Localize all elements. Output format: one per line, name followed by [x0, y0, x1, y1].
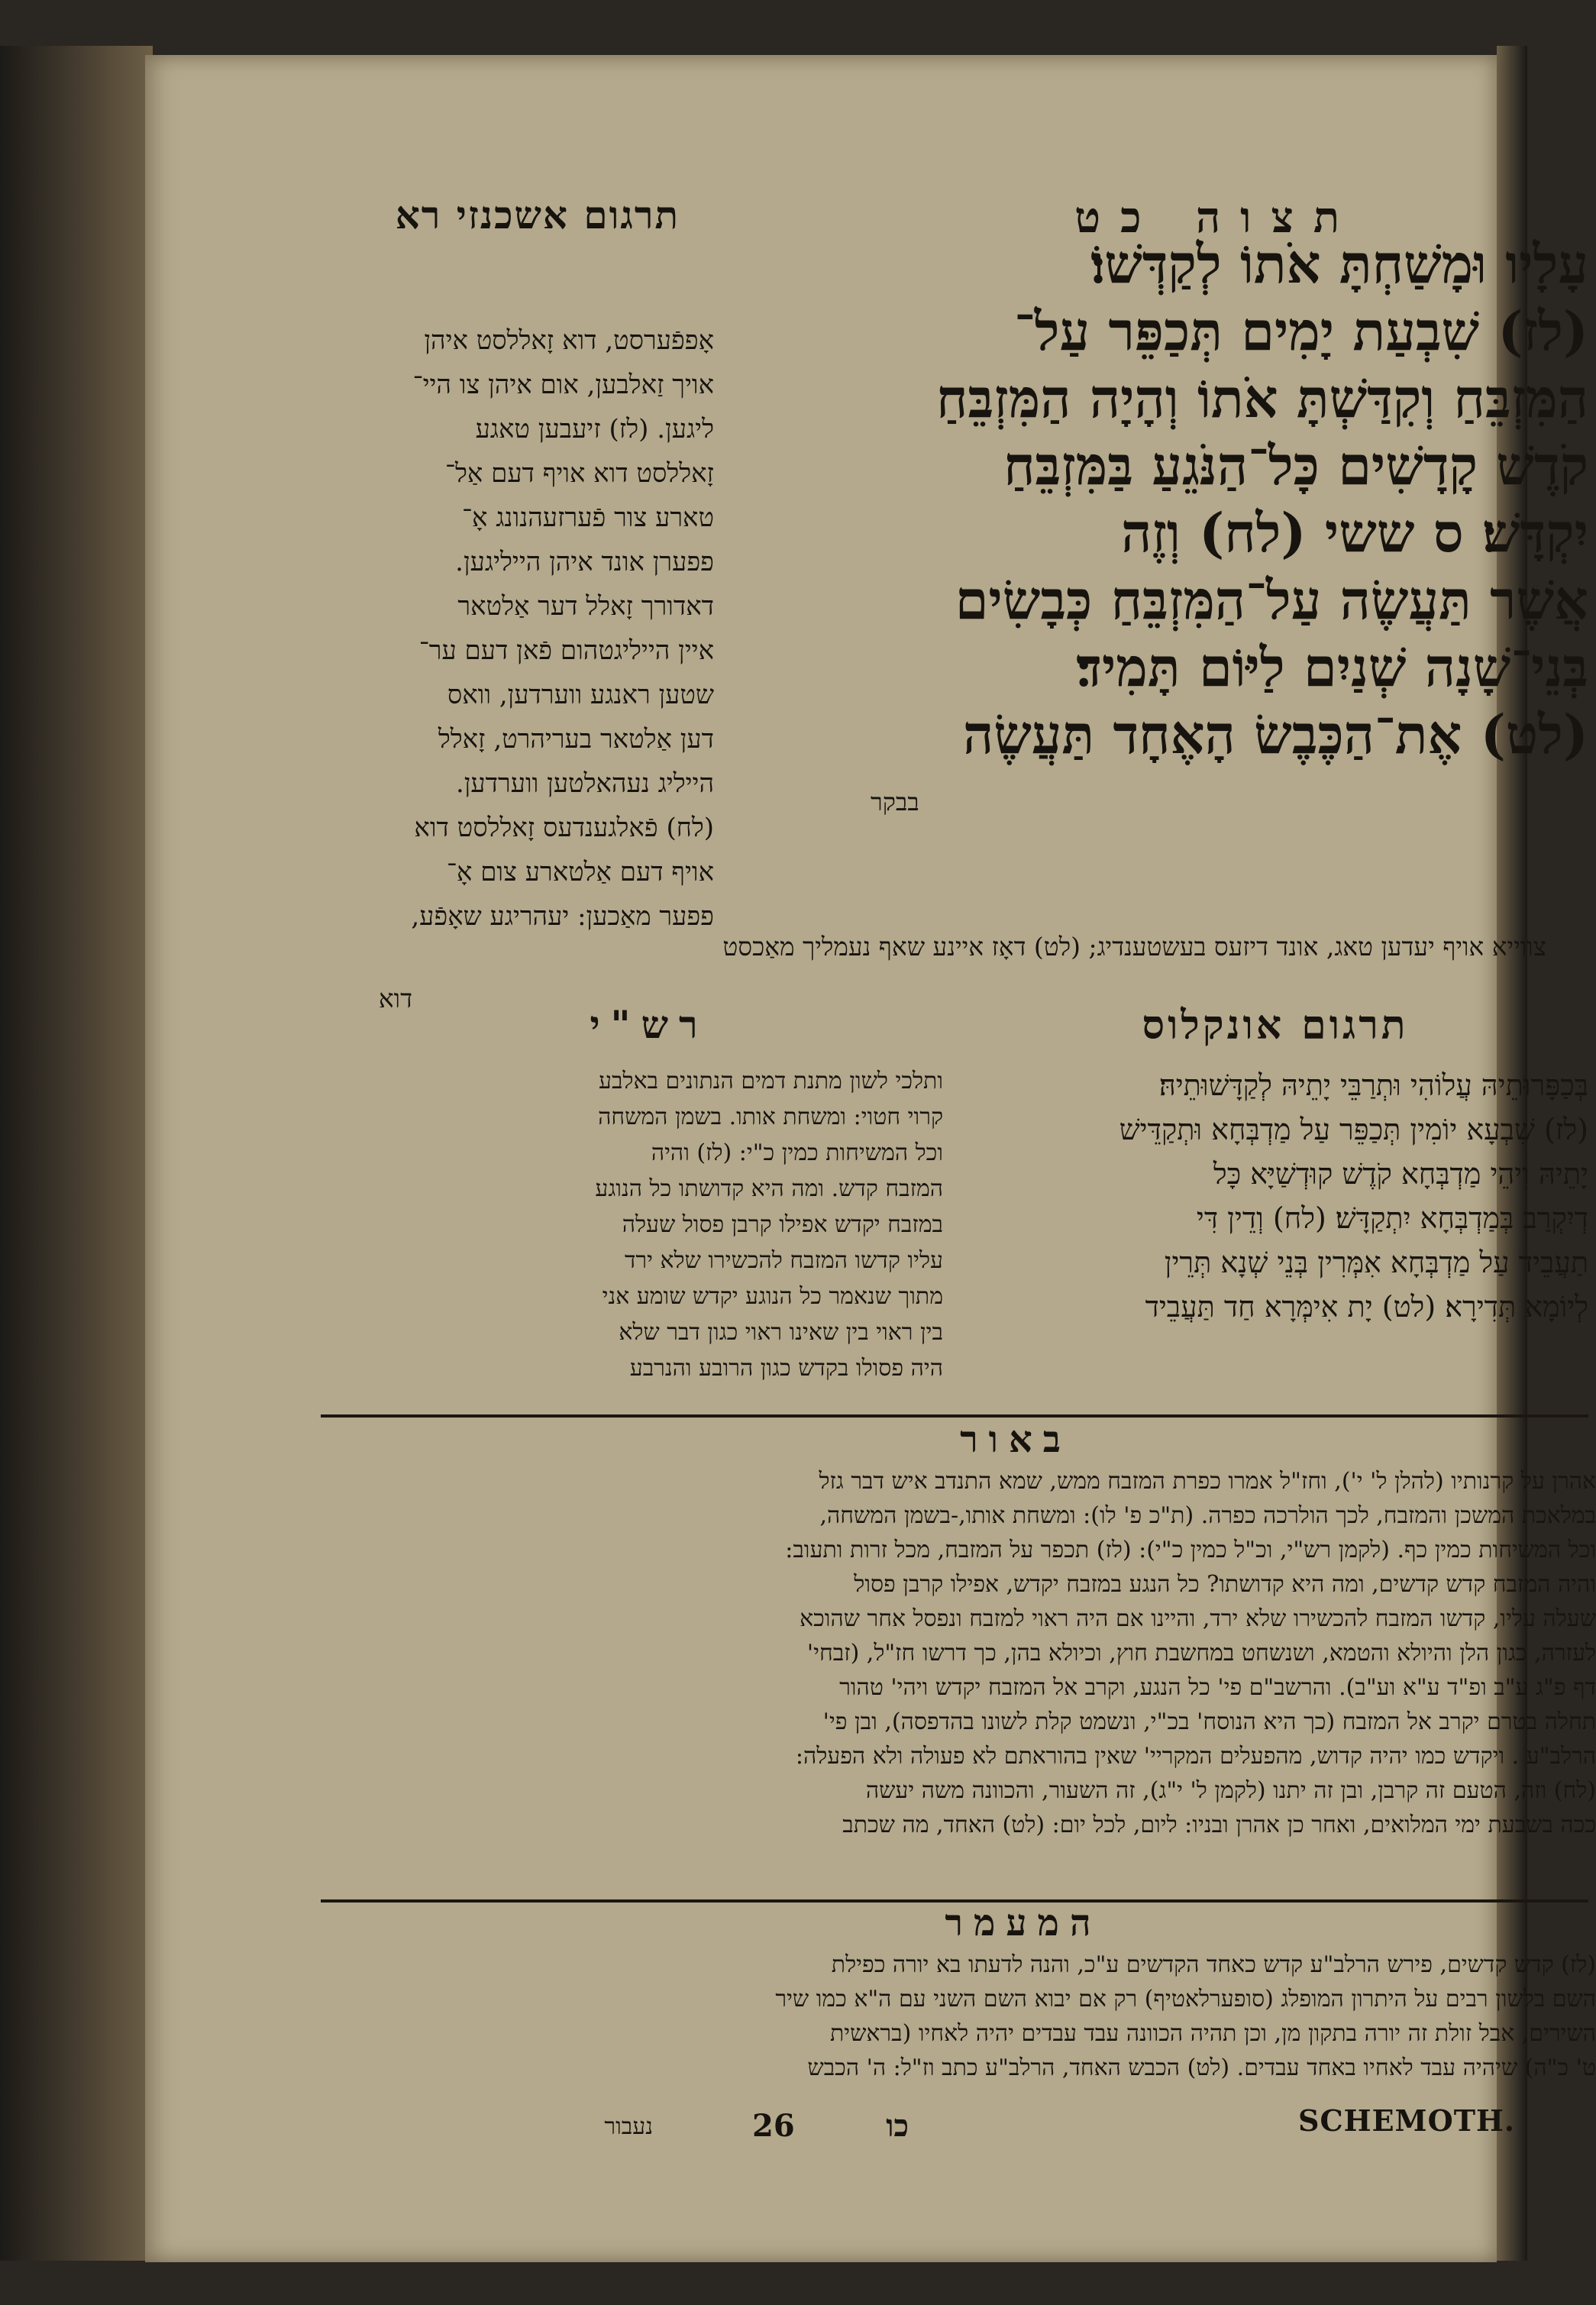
torah-line: (לז) שִׁבְעַת יָמִים תְּכַפֵּר עַל־: [1014, 299, 1588, 363]
onkelos-line: תַעֲבֵיד עַל מַדְבְּחָא אִמְּרִין בְּנֵי שְׁנָא תְּרֵין: [1164, 1246, 1588, 1279]
german-line: הייליג נעהאלטען ווערדען.: [455, 768, 714, 799]
rashi-line: היה פסולו בקדש כגון הרובע והנרבע: [629, 1355, 943, 1382]
maamar-line: השם בלשון רבים על היתרון המופלג (סופערלאטיף) רק אם יבוא השם השני עם ה"א כמו שיר: [775, 1986, 1596, 2012]
rashi-line: המזבח קדש. ומה היא קדושתו כל הנוגע: [595, 1175, 943, 1202]
torah-line: אֲשֶׁר תַּעֲשֶׂה עַל־הַמִּזְבֵּחַ כְּבָשִׂים: [955, 568, 1588, 632]
biur-line: לעזרה, כגון הלן והיולא והטמא, ושנשחט במחשבת חוץ, וכיולא בהן, כך דרשו חז"ל, (זבחי': [806, 1640, 1596, 1667]
onkelos-line: לְיוֹמָא תְּדִירָא׃ (לט) יָת אִימְּרָא חַד תַּעֲבֵיד: [1145, 1290, 1588, 1324]
rashi-line: במזבח יקדש אפילו קרבן פסול שעלה: [622, 1211, 943, 1238]
german-line: זָאללסט דוא אויף דעם אַל־: [444, 458, 714, 489]
german-line: דאדורך זָאלל דער אַלטאר: [457, 591, 714, 622]
biur-line: שעלה עליו, קדשו המזבח להכשירו שלא ירד, והיינו אם היה ראוי למזבח ונפסל אחר שהוכא: [800, 1605, 1596, 1632]
rashi-line: עליו קדשו המזבח להכשירו שלא ירד: [624, 1247, 943, 1274]
torah-line: יִקְדָּשׁ׃ ס ששי (לח) וְזֶה: [1121, 501, 1588, 564]
onkelos-line: בְּכַפָּרוּתֵיהּ עֲלוֹהִי וּתְרַבֵּי יָתֵיהּ לְקַדָּשׁוּתֵיהּ׃: [1158, 1068, 1588, 1102]
german-line: אויך זַאלבען, אום איהן צו היי־: [412, 370, 714, 400]
maamar-heading: המעמר: [945, 1902, 1102, 1945]
torah-catchword: בבקר: [871, 787, 919, 816]
torah-line: בְּנֵי־שָׁנָה שְׁנַיִם לַיּוֹם תָּמִיד׃: [1076, 635, 1588, 699]
rashi-commentary: [317, 1063, 943, 1386]
maamar-commentary: [328, 1948, 1596, 2085]
torah-line: הַמִּזְבֵּחַ וְקִדַּשְׁתָּ אֹתוֹ וְהָיָה הַמִּזְבֵּחַ: [936, 367, 1588, 430]
printer-signature: SCHEMOTH.: [1298, 2103, 1516, 2138]
german-continuation-end: דוא: [378, 984, 412, 1013]
maamar-line: השירים, אבל זולת זה יורה בתקון מן, וכן תהיה הכוונה עבד עבדים יהיה לאחיו (בראשית: [830, 2020, 1596, 2047]
biur-commentary: [328, 1464, 1596, 1842]
german-line: דען אַלטאר בעריהרט, זָאלל: [438, 724, 714, 755]
biur-line: במלאכת המשכן והמזבח, לכך הולרכה כפרה. (ת"כ פ' לו): ומשחת אותו,-בשמן המשחה,: [819, 1502, 1596, 1529]
german-continuation: צווייא אויף יעדען טאג, אונד דיזעס בעשטענדיג; (לט) דאָז איינע שאף נעמליך מאַכסט: [722, 932, 1546, 962]
torah-line: קֹדֶשׁ קָדָשִׁים כָּל־הַנֹּגֵעַ בַּמִּזְבֵּחַ: [1003, 434, 1588, 497]
onkelos-line: יָתֵיהּ וִיהֵי מַדְבְּחָא קֹדֶשׁ קוּדְשַׁיָּא כָּל: [1213, 1157, 1588, 1191]
german-line: אָפפֿערסט, דוא זָאללסט איהן: [424, 325, 714, 356]
german-line: אויף דעם אַלטארע צום אָ־: [446, 857, 714, 887]
rashi-line: ותלכי לשון מתנת דמים הנתונים באלבע: [599, 1068, 943, 1094]
biur-line: הרלב"ע . ויקדש כמו יהיה קדוש, מהפעלים המקריי' שאין בהוראתם לא פעולה ולא הפעלה:: [795, 1743, 1596, 1770]
biur-line: דף פ"ג ע"ב ופ"ד ע"א וע"ב). והרשב"ם פי' כל הנגע, וקרב אל המזבח יקדש ויהי' טהור: [839, 1674, 1596, 1701]
torah-line: עָלָיו וּמָשַׁחְתָּ אֹתוֹ לְקַדְּשׁוֹ׃: [1090, 232, 1588, 296]
maamar-line: ט' כ"ה) שיהיה עבד לאחיו באחד עבדים. (לט) הכבש האחד, הרלב"ע כתב וז"ל: ה' הכבש: [807, 2054, 1596, 2081]
rashi-line: בין ראוי בין שאינו ראוי כגון דבר שלא: [619, 1319, 943, 1346]
hebrew-page-number: כו: [886, 2108, 909, 2144]
maamar-line: (לז) קדש קדשים, פירש הרלב"ע קדש כאחד הקדשים ע"כ, והנה לדעתו בא יורה כפילת: [831, 1951, 1596, 1978]
header-parsha: תצוה כט: [1074, 192, 1359, 243]
german-line: פפער מאַכען: יעהריגע שאָפֿע,: [411, 901, 714, 932]
german-line: פפערן אונד איהן הייליגען.: [455, 547, 714, 577]
rashi-line: קרוי חטוי: ומשחת אותו. בשמן המשחה: [598, 1104, 943, 1130]
german-line: איין הייליגטהום פֿאן דעם ער־: [418, 635, 714, 666]
german-line: (לח) פֿאלגענדעס זָאללסט דוא: [414, 813, 714, 843]
german-translation: [317, 318, 714, 939]
german-line: ליגען. (לז) זיעבען טאגע: [475, 414, 714, 445]
biur-line: אהרן על קרנותיו (להלן ל' י'), וחז"ל אמרו כפרת המזבח ממש, שמא התנדב איש דבר גזל: [819, 1468, 1596, 1495]
footer-catchword: נעבור: [604, 2113, 653, 2140]
biur-heading: באור: [960, 1418, 1071, 1461]
page-number: 26: [752, 2108, 795, 2144]
section-divider: [321, 1414, 1588, 1418]
biur-line: והיה המזבח קדש קדשים, ומה היא קדושתו? כל הנגע במזבח יקדש, אפילו קרבן פסול: [854, 1571, 1596, 1598]
rashi-heading: רש"י: [590, 1002, 709, 1047]
biur-line: ככה בשבעת ימי המלואים, ואחר כן אהרן ובניו: ליום, לכל יום: (לט) האחד, מה שכתב: [842, 1812, 1596, 1838]
german-line: שטען ראנגע ווערדען, וואס: [447, 680, 714, 710]
book-page: [145, 55, 1596, 2262]
onkelos-line: (לז) שִׁבְעָא יוֹמִין תְּכַפֵּר עַל מַדְבְּחָא וּתְקַדֵּישׁ: [1119, 1113, 1588, 1146]
biur-line: (לח) וזה, הטעם זה קרבן, ובן זה יתנו (לקמן ל' י"ג), זה השעור, והכוונה משה יעשה: [865, 1777, 1596, 1804]
biur-line: תחלה בטרם יקרב אל המזבח (כך היא הנוסח' בכ"י, ונשמט קלת לשונו בהדפסה), ובן פי': [822, 1709, 1596, 1735]
german-line: טארע צור פֿערזעהנונג אָ־: [461, 503, 714, 533]
onkelos-text: [962, 1063, 1588, 1329]
torah-line: (לט) אֶת־הַכֶּבֶשׂ הָאֶחָד תַּעֲשֶׂה: [962, 703, 1588, 766]
biur-line: וכל המשיחות כמין כף. (לקמן רש"י, וכ"ל כמין כ"י): (לז) תכפר על המזבח, מכל זרות ותעוב:: [785, 1537, 1596, 1563]
header-targum-ashkenazi: תרגום אשכנזי רא: [395, 192, 680, 238]
rashi-line: וכל המשיחות כמין כ"י: (לז) והיה: [651, 1140, 943, 1166]
rashi-line: מתוך שנאמר כל הנוגע יקדש שומע אני: [602, 1283, 943, 1310]
book-left-edge: [0, 46, 153, 2261]
onkelos-heading: תרגום אונקלוס: [1142, 1002, 1409, 1049]
torah-text: [718, 231, 1588, 836]
onkelos-line: דְיִקְרַב בְּמַדְבְּחָא יִתְקַדָּשׁ׃ (לח) וְדֵין דִּי: [1196, 1201, 1588, 1235]
